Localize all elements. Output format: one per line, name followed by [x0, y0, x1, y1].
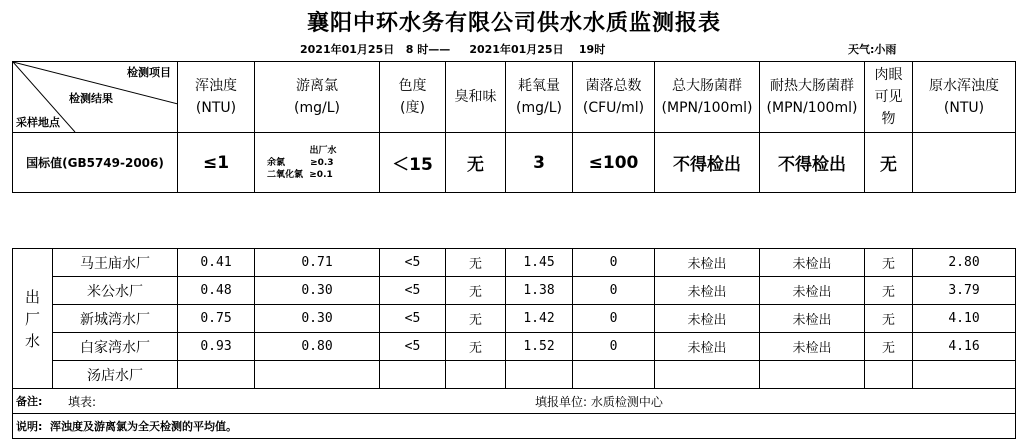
- cell-coliform: 未检出: [655, 305, 760, 333]
- std-thermo-coliform: 不得检出: [760, 133, 865, 193]
- water-quality-table: [12, 61, 1016, 193]
- cell-turbidity: [178, 361, 255, 389]
- cell-thermo-coliform: 未检出: [760, 305, 865, 333]
- cell-raw-turbidity: 2.80: [913, 249, 1016, 277]
- standard-row: [13, 133, 1016, 193]
- col-raw-turbidity: 原水浑浊度 (NTU): [913, 62, 1016, 133]
- cell-colony: 0: [573, 277, 655, 305]
- cell-oxygen: 1.38: [506, 277, 573, 305]
- std-turbidity: ≤1: [178, 133, 255, 193]
- cell-odor: 无: [446, 249, 506, 277]
- filler-label: 填表:: [68, 395, 97, 409]
- table-row: [13, 333, 1016, 361]
- cell-turbidity: 0.48: [178, 277, 255, 305]
- cell-odor: 无: [446, 277, 506, 305]
- table-row: [13, 249, 1016, 277]
- table-row: [13, 305, 1016, 333]
- remarks-label: 备注:: [13, 389, 1016, 414]
- cell-visible: 无: [865, 249, 913, 277]
- group-label: 出 厂 水: [13, 249, 53, 389]
- col-odor: 臭和味: [446, 62, 506, 133]
- site-name: 白家湾水厂: [53, 333, 178, 361]
- col-chlorine: 游离氯 (mg/L): [255, 62, 380, 133]
- cell-raw-turbidity: 3.79: [913, 277, 1016, 305]
- cell-colony: 0: [573, 249, 655, 277]
- cell-raw-turbidity: 4.16: [913, 333, 1016, 361]
- explanation-row: [13, 414, 1016, 439]
- cell-visible: 无: [865, 277, 913, 305]
- cell-color: <5: [380, 305, 446, 333]
- cell-oxygen: 1.45: [506, 249, 573, 277]
- remarks-row: [13, 389, 1016, 414]
- explanation-text: 说明: 浑浊度及游离氯为全天检测的平均值。: [13, 414, 1016, 439]
- corner-cell: [13, 62, 178, 133]
- std-coliform: 不得检出: [655, 133, 760, 193]
- col-thermo-coliform: 耐热大肠菌群 (MPN/100ml): [760, 62, 865, 133]
- col-visible: 肉眼 可见 物: [865, 62, 913, 133]
- cell-chlorine: 0.30: [255, 277, 380, 305]
- cell-turbidity: 0.41: [178, 249, 255, 277]
- std-raw-turbidity: [913, 133, 1016, 193]
- report-unit: 填报单位: 水质检测中心: [535, 395, 663, 409]
- cell-raw-turbidity: 4.10: [913, 305, 1016, 333]
- table-row: [13, 277, 1016, 305]
- cell-color: <5: [380, 249, 446, 277]
- cell-coliform: 未检出: [655, 249, 760, 277]
- cell-thermo-coliform: 未检出: [760, 333, 865, 361]
- site-name: 新城湾水厂: [53, 305, 178, 333]
- cell-coliform: 未检出: [655, 277, 760, 305]
- header-row: [13, 62, 1016, 133]
- site-name: 汤店水厂: [53, 361, 178, 389]
- cell-thermo-coliform: 未检出: [760, 277, 865, 305]
- cell-visible: 无: [865, 333, 913, 361]
- cell-odor: [446, 361, 506, 389]
- cell-visible: 无: [865, 305, 913, 333]
- std-visible: 无: [865, 133, 913, 193]
- std-colony: ≤100: [573, 133, 655, 193]
- col-coliform: 总大肠菌群 (MPN/100ml): [655, 62, 760, 133]
- cell-oxygen: 1.42: [506, 305, 573, 333]
- cell-coliform: [655, 361, 760, 389]
- cell-turbidity: 0.75: [178, 305, 255, 333]
- cell-chlorine: 0.71: [255, 249, 380, 277]
- report-datetime: 2021年01月25日 8 时—— 2021年01月25日 19时: [300, 43, 606, 56]
- std-chlorine-title: 出厂水: [309, 145, 337, 156]
- cell-coliform: 未检出: [655, 333, 760, 361]
- cell-colony: [573, 361, 655, 389]
- site-name: 米公水厂: [53, 277, 178, 305]
- cell-colony: 0: [573, 333, 655, 361]
- standard-label: 国标值(GB5749-2006): [13, 133, 178, 193]
- col-oxygen: 耗氧量 (mg/L): [506, 62, 573, 133]
- std-odor: 无: [446, 133, 506, 193]
- weather-label: 天气:小雨: [848, 43, 897, 56]
- cell-oxygen: [506, 361, 573, 389]
- cell-thermo-coliform: 未检出: [760, 249, 865, 277]
- cell-odor: 无: [446, 305, 506, 333]
- col-color: 色度 (度): [380, 62, 446, 133]
- table-row: [13, 361, 1016, 389]
- std-chlorine-residual: 余氯 ≥0.3: [267, 157, 334, 168]
- cell-raw-turbidity: [913, 361, 1016, 389]
- corner-result-label: 检测结果: [69, 92, 113, 105]
- cell-color: <5: [380, 333, 446, 361]
- corner-item-label: 检测项目: [127, 66, 171, 79]
- cell-visible: [865, 361, 913, 389]
- col-colony: 菌落总数 (CFU/ml): [573, 62, 655, 133]
- std-color: ＜15: [380, 133, 446, 193]
- cell-colony: 0: [573, 305, 655, 333]
- cell-chlorine: [255, 361, 380, 389]
- std-chlorine: [255, 133, 380, 193]
- std-chlorine-dioxide: 二氧化氯 ≥0.1: [267, 169, 333, 180]
- data-table: [12, 248, 1016, 439]
- std-oxygen: 3: [506, 133, 573, 193]
- cell-odor: 无: [446, 333, 506, 361]
- cell-color: <5: [380, 277, 446, 305]
- cell-oxygen: 1.52: [506, 333, 573, 361]
- cell-turbidity: 0.93: [178, 333, 255, 361]
- report-title: 襄阳中环水务有限公司供水水质监测报表: [306, 11, 721, 36]
- cell-thermo-coliform: [760, 361, 865, 389]
- site-name: 马王庙水厂: [53, 249, 178, 277]
- corner-site-label: 采样地点: [16, 116, 60, 129]
- cell-chlorine: 0.30: [255, 305, 380, 333]
- col-turbidity: 浑浊度 (NTU): [178, 62, 255, 133]
- cell-color: [380, 361, 446, 389]
- cell-chlorine: 0.80: [255, 333, 380, 361]
